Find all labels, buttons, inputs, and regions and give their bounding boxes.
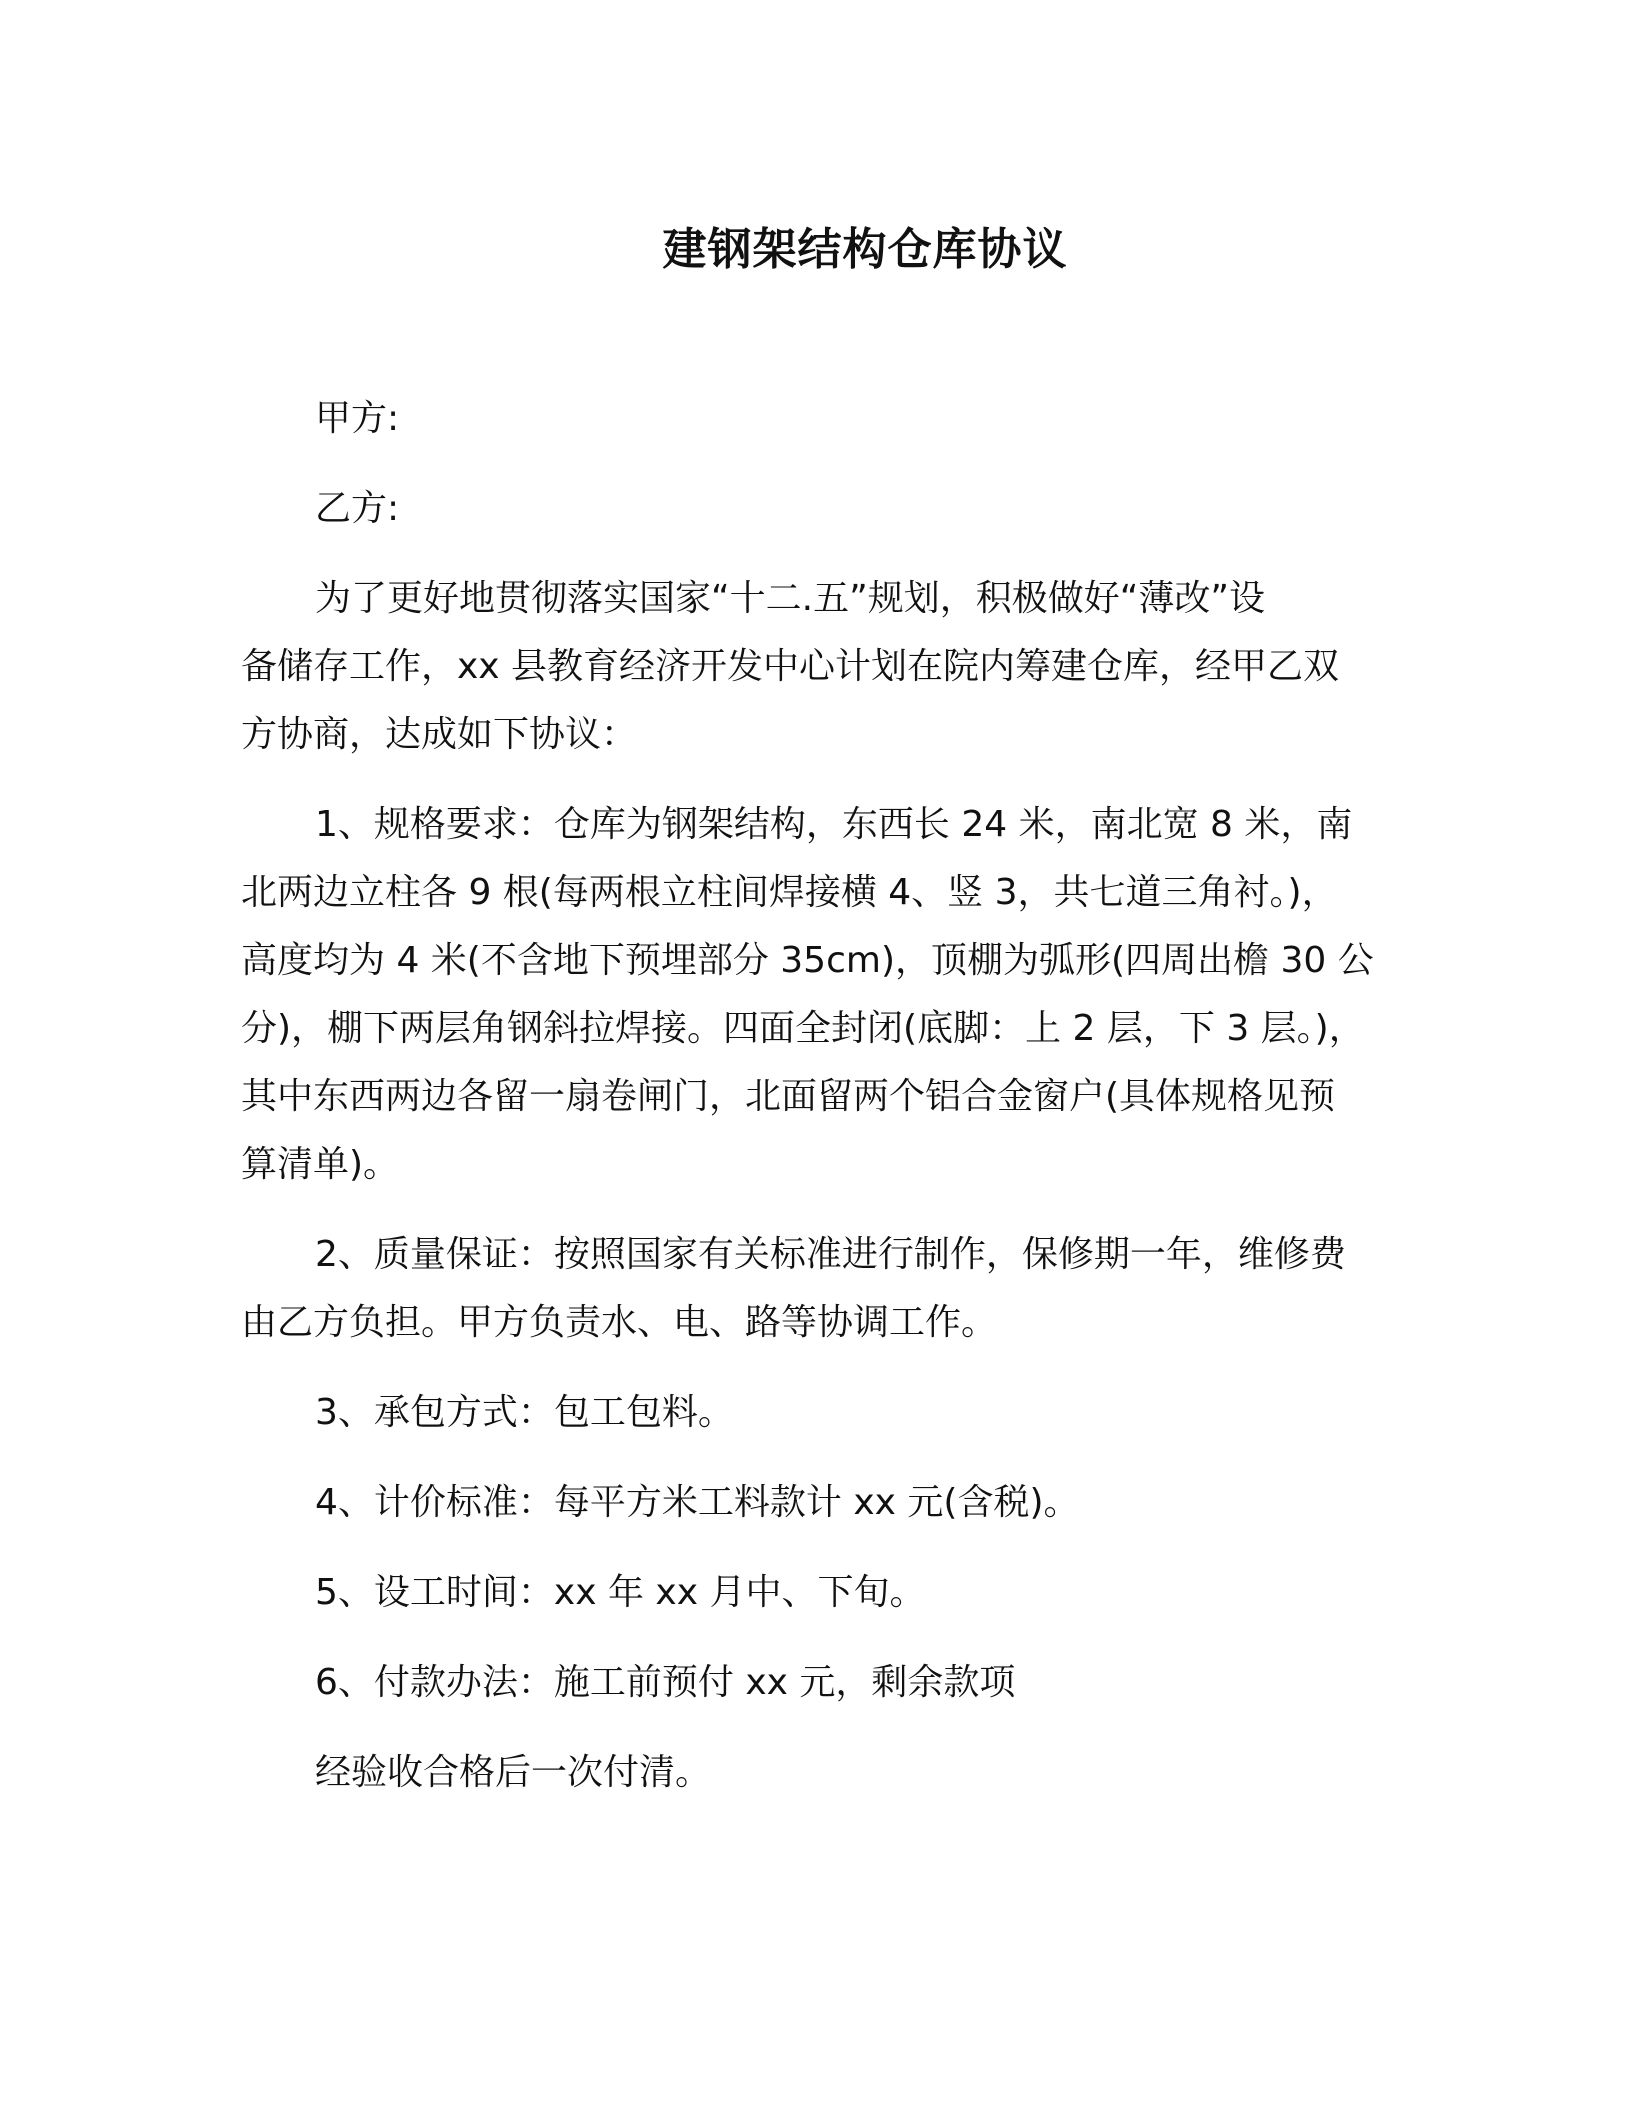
- clause-2-line: 2、质量保证：按照国家有关标准进行制作，保修期一年，维修费: [315, 1234, 1346, 1275]
- clause-1-line: 算清单)。: [241, 1144, 400, 1185]
- intro-line: 备储存工作，xx 县教育经济开发中心计划在院内筹建仓库，经甲乙双: [241, 646, 1340, 687]
- party-a-line: 甲方:: [315, 398, 400, 439]
- clause-6-line: 6、付款办法：施工前预付 xx 元，剩余款项: [315, 1662, 1016, 1703]
- clause-6-continuation: 经验收合格后一次付清。: [315, 1752, 712, 1793]
- clause-1-line: 1、规格要求：仓库为钢架结构，东西长 24 米，南北宽 8 米，南: [315, 804, 1353, 845]
- clause-1-line: 分)，棚下两层角钢斜拉焊接。四面全封闭(底脚：上 2 层，下 3 层。)，: [241, 1008, 1365, 1049]
- clause-1-line: 高度均为 4 米(不含地下预埋部分 35cm)，顶棚为弧形(四周出檐 30 公: [241, 940, 1374, 981]
- clause-1-line: 其中东西两边各留一扇卷闸门，北面留两个铝合金窗户(具体规格见预: [241, 1076, 1336, 1117]
- clause-4-line: 4、计价标准：每平方米工料款计 xx 元(含税)。: [315, 1482, 1080, 1523]
- clause-3-line: 3、承包方式：包工包料。: [315, 1392, 734, 1433]
- clause-5-line: 5、设工时间：xx 年 xx 月中、下旬。: [315, 1572, 926, 1613]
- intro-line: 方协商，达成如下协议：: [241, 714, 638, 755]
- party-b-line: 乙方:: [315, 488, 400, 529]
- document-title: 建钢架结构仓库协议: [662, 224, 1068, 275]
- clause-1-line: 北两边立柱各 9 根(每两根立柱间焊接横 4、竖 3，共七道三角衬。)，: [241, 872, 1338, 913]
- intro-line: 为了更好地贯彻落实国家“十二.五”规划，积极做好“薄改”设: [315, 578, 1266, 619]
- clause-2-line: 由乙方负担。甲方负责水、电、路等协调工作。: [241, 1302, 998, 1343]
